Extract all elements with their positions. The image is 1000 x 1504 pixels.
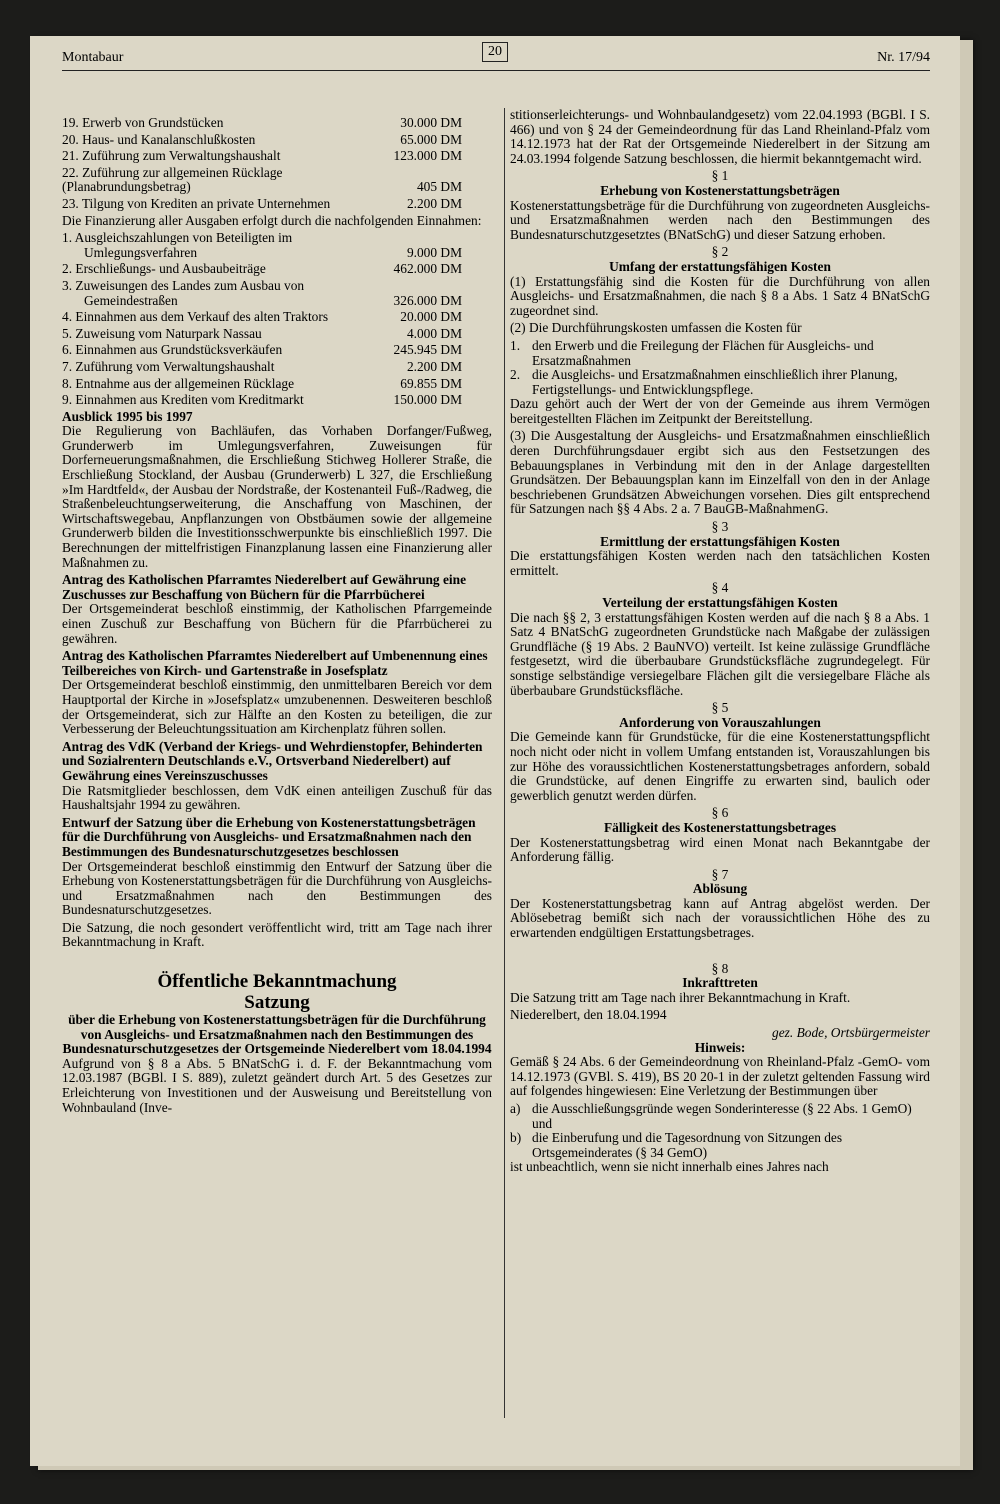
- finance-intro: Die Finanzierung aller Ausgaben erfolgt durch die nachfolgenden Einnahmen:: [62, 212, 482, 228]
- header-town: Montabaur: [62, 50, 124, 65]
- notice-subtitle: Satzung: [244, 992, 310, 1014]
- list-item: 21. Zuführung zum Verwaltungshaushalt 123.000 DM: [62, 148, 462, 164]
- paragraph-text: Die erstattungsfähigen Kosten werden nach den tatsächlichen Kosten ermittelt.: [510, 548, 930, 578]
- paragraph-number: § 4: [711, 580, 729, 596]
- list-item: 2. Erschließungs- und Ausbaubeiträge 462.000 DM: [62, 261, 462, 277]
- list-item: 4. Einnahmen aus dem Verkauf des alten Traktors 20.000 DM: [62, 309, 462, 325]
- section-heading: Antrag des VdK (Verband der Kriegs- und Wehrdienstopfer, Behinderten und Sozialrentern Deutschlands e.V., Ortsverband Niederelbert) auf Gewährung eines Vereinszuschusses: [62, 738, 483, 783]
- paragraph-text: (3) Die Ausgestaltung der Ausgleichs- und Ersatzmaßnahmen einschließlich deren Durchführungsdauer ergibt sich aus den Festsetzungen des Bebauungsplanes in Verbindung mit den in der Anlage dargestellten Grundsätzen. Der Bebauungsplan kann im Einzelfall von den in der Anlage beschriebenen Grundsätzen Abweichungen vorsehen. Dies gilt entsprechend für Satzungen nach §§ 4 Abs. 2 a. 7 BauGB-MaßnahmenG.: [510, 428, 930, 517]
- paragraph-number: § 6: [711, 805, 729, 821]
- list-item: b) die Einberufung und die Tagesordnung von Sitzungen des Ortsgemeinderates (§ 34 GemO): [510, 1130, 843, 1160]
- list-item: 5. Zuweisung vom Naturpark Nassau 4.000 DM: [62, 325, 462, 341]
- right-column: [510, 108, 930, 1178]
- paragraph-text: Die Gemeinde kann für Grundstücke, für die eine Kostenerstattungspflicht noch nicht oder nicht in vollem Umfang entstanden ist, Vorauszahlungen bis zur Höhe des voraussichtlichen Kostenerstattungsbetrages anfordern, sobald die Grundstücke, auf denen Eingriffe zu erwarten sind, baulich oder gewerblich genutzt werden dürfen.: [510, 729, 930, 803]
- list-item: 3. Zuweisungen des Landes zum Ausbau von Gemeindestraßen 326.000 DM: [62, 277, 462, 308]
- list-item: 1. Ausgleichszahlungen von Beteiligten im Umlegungsverfahren 9.000 DM: [62, 230, 462, 260]
- paragraph-title: Fälligkeit des Kostenerstattungsbetrages: [603, 819, 837, 835]
- hinweis-title: Hinweis:: [694, 1039, 746, 1055]
- list-item: 9. Einnahmen aus Krediten vom Kreditmarkt 150.000 DM: [62, 392, 462, 408]
- closing-text: Die Satzung, die noch gesondert veröffentlicht wird, tritt am Tage nach ihrer Bekanntmachung in Kraft.: [62, 919, 492, 950]
- statute-intro: stitionserleichterungs- und Wohnbaulandgesetz) vom 22.04.1993 (BGBl. I S. 466) und von § 24 der Gemeindeordnung für das Land Rheinland-Pfalz vom 14.12.1973 hat der Rat der Ortsgemeinde Niederelbert in der Sitzung am 24.03.1994 folgende Satzung beschlossen, die hiermit bekanntgemacht wird.: [510, 107, 930, 166]
- section-heading: Entwurf der Satzung über die Erhebung von Kostenerstattungsbeträgen für die Durchführung von Ausgleichs- und Ersatzmaßnahmen nach den Bestimmungen des Bundesnaturschutzgesetzes beschlossen: [62, 814, 476, 859]
- column-divider: [504, 108, 505, 1418]
- paragraph-text: Kostenerstattungsbeträge für die Durchführung von zugeordneten Ausgleichs- und Ersatzmaßnahmen werden nach den Bestimmungen des Bundesnaturschutzgesetztes (BNatSchG) und dieser Satzung erhoben.: [510, 197, 930, 242]
- notice-description: über die Erhebung von Kostenerstattungsbeträgen für die Durchführung von Ausgleichs- und Ersatzmaßnahmen nach den Bestimmungen des Bundesnaturschutzgesetzes der Ortsgemeinde Niederelbert vom 18.04.1994: [62, 1012, 492, 1057]
- paragraph-text: Die Satzung tritt am Tage nach ihrer Bekanntmachung in Kraft.: [510, 989, 851, 1005]
- paragraph-text: (1) Erstattungsfähig sind die Kosten für die Durchführung von allen Ausgleichs- und Ersatzmaßnahmen, die nach § 8 a Abs. 1 Satz 4 BNatSchG zugeordnet sind.: [510, 273, 930, 318]
- list-item: 7. Zuführung vom Verwaltungshaushalt 2.200 DM: [62, 358, 462, 374]
- section-text: Die Ratsmitglieder beschlossen, dem VdK einen anteiligen Zuschuß für das Haushaltsjahr 1994 zu gewähren.: [62, 782, 492, 813]
- paragraph-text: Der Kostenerstattungsbetrag kann auf Antrag abgelöst werden. Der Ablösebetrag bemißt sich nach der voraussichtlichen Höhe des zu erwartenden endgültigen Erstattungsbetrages.: [510, 895, 930, 941]
- paragraph-title: Erhebung von Kostenerstattungsbeträgen: [600, 182, 840, 198]
- paragraph-title: Inkrafttreten: [682, 975, 758, 991]
- section-heading: Ausblick 1995 bis 1997: [62, 408, 193, 424]
- page-header: [62, 44, 930, 71]
- section-text: Der Ortsgemeinderat beschloß einstimmig, der Katholischen Pfarrgemeinde einen Zuschuß zur Beschaffung von Büchern für die Pfarrbücherei zu gewähren.: [62, 601, 492, 646]
- paragraph-text: Dazu gehört auch der Wert der von der Gemeinde aus ihrem Vermögen bereitgestellten Flächen im Zeitpunkt der Bereitstellung.: [510, 396, 930, 426]
- list-item: und: [532, 1115, 553, 1131]
- left-column: [62, 116, 492, 1118]
- paragraph-title: Ablösung: [692, 881, 748, 897]
- paragraph-title: Ermittlung der erstattungsfähigen Kosten: [600, 533, 840, 549]
- paragraph-number: § 2: [711, 244, 729, 260]
- issue-number: Nr. 17/94: [877, 50, 930, 65]
- list-item: a) die Ausschließungsgründe wegen Sonderinteresse (§ 22 Abs. 1 GemO): [510, 1101, 912, 1116]
- paragraph-title: Verteilung der erstattungsfähigen Kosten: [602, 595, 838, 610]
- paragraph-number: § 7: [711, 866, 729, 882]
- paragraph-text: Der Kostenerstattungsbetrag wird einen Monat nach Bekanntgabe der Anforderung fällig.: [510, 834, 930, 865]
- paragraph-number: § 5: [711, 700, 729, 716]
- list-item: 1. den Erwerb und die Freilegung der Flächen für Ausgleichs- und Ersatzmaßnahmen: [510, 337, 874, 368]
- paragraph-text: (2) Die Durchführungskosten umfassen die Kosten für: [510, 320, 802, 336]
- hinweis-end: ist unbeachtlich, wenn sie nicht innerhalb eines Jahres nach: [510, 1159, 829, 1175]
- list-item: 2. die Ausgleichs- und Ersatzmaßnahmen einschließlich ihrer Planung, Fertigstellungs- und Entwicklungspflege.: [510, 367, 898, 397]
- section-text: Der Ortsgemeinderat beschloß einstimmig den Entwurf der Satzung über die Erhebung von Kostenerstattungsbeträgen für die Durchführung von Ausgleichs- und Ersatzmaßnahmen nach den Bestimmungen des Bundesnaturschutzgesetzes.: [62, 858, 492, 918]
- section-heading: Antrag des Katholischen Pfarramtes Niederelbert auf Gewährung eine Zuschusses zur Beschaffung von Büchern für die Pfarrbücherei: [62, 572, 467, 602]
- notice-title: Öffentliche Bekanntmachung: [157, 971, 397, 993]
- page-number: 20: [482, 42, 508, 62]
- notice-text: Aufgrund von § 8 a Abs. 5 BNatSchG i. d. F. der Bekanntmachung vom 12.03.1987 (BGBl. I S. 889), zuletzt geändert durch Art. 5 des Gesetzes zur Erleichterung von Investitionen und der Ausweisung und Bereitstellung von Wohnbauland (Inve-: [62, 1055, 492, 1115]
- list-item: 20. Haus- und Kanalanschlußkosten 65.000 DM: [62, 131, 462, 147]
- paragraph-number: § 3: [711, 519, 729, 535]
- paragraph-text: Die nach §§ 2, 3 erstattungsfähigen Kosten werden auf die nach § 8 a Abs. 1 Satz 4 BNatSchG zugeordneten Grundstücke nach Maßgabe der zulässigen Grundfläche (§ 19 Abs. 2 BauNVO) verteilt. Ist keine zulässige Grundfläche festgesetzt, wird die überbaubare Grundstücksfläche zugrundegelegt. Für sonstige selbständige versiegelbare Flächen gilt die versiegelbare Fläche als überbaubare Grundstücksfläche.: [510, 609, 930, 698]
- hinweis-text: Gemäß § 24 Abs. 6 der Gemeindeordnung von Rheinland-Pfalz -GemO- vom 14.12.1973 (GVBl. S. 419), BS 20 20-1 in der zuletzt geltenden Fassung wird auf folgendes hingewiesen: Eine Verletzung der Bestimmungen über: [510, 1054, 930, 1099]
- paragraph-number: § 8: [711, 960, 729, 976]
- place-date: Niederelbert, den 18.04.1994: [510, 1007, 667, 1023]
- list-item: 23. Tilgung von Krediten an private Unternehmen 2.200 DM: [62, 195, 462, 211]
- list-item: 6. Einnahmen aus Grundstücksverkäufen 245.945 DM: [62, 342, 462, 358]
- income-list: [62, 231, 492, 408]
- signature: gez. Bode, Ortsbürgermeister: [772, 1025, 930, 1041]
- section-heading: Antrag des Katholischen Pfarramtes Niederelbert auf Umbenennung eines Teilbereiches von Kirch- und Gartenstraße in Josefsplatz: [62, 648, 488, 678]
- paragraph-title: Anforderung von Vorauszahlungen: [619, 714, 821, 730]
- list-item: 8. Entnahme aus der allgemeinen Rücklage 69.855 DM: [62, 375, 462, 391]
- list-item: 19. Erwerb von Grundstücken 30.000 DM: [62, 115, 462, 130]
- paragraph-number: § 1: [711, 168, 729, 184]
- section-text: Der Ortsgemeinderat beschloß einstimmig, den unmittelbaren Bereich vor dem Hauptportal der Kirche in »Josefsplatz« umzubenennen. Desweiteren beschloß der Ortsgemeinderat, sich zur Hälfte an den Kosten zu beteiligen, die zur Verbesserung der Beleuchtungssituation am Kirchenplatz führen sollen.: [62, 677, 492, 737]
- list-item: 22. Zuführung zur allgemeinen Rücklage (Planabrundungsbetrag) 405 DM: [62, 164, 462, 195]
- section-text: Die Regulierung von Bachläufen, das Vorhaben Dorfanger/Fußweg, Grunderwerb im Umlegungsverfahren, Zuweisungen für Dorferneuerungsmaßnahmen, die Erschließung Stichweg Hollerer Straße, die Erschließung Stockland, der Ausbau (Grunderwerb) L 327, die Erschließung »Im Hardtfeld«, der Ausbau der Nordstraße, der Kostenanteil Fuß-/Radweg, die Straßenbeleuchtungserweiterung, die Anschaffung von Maschinen, der Wirtschaftswegebau, Anpflanzungen von Obstbäumen sowie der allgemeine Grunderwerb bilden die Investitionsschwerpunkte bis einschließlich 1997. Die Berechnungen der mittelfristigen Finanzplanung lassen eine Finanzierung aller Maßnahmen zu.: [62, 423, 492, 570]
- paragraph-title: Umfang der erstattungsfähigen Kosten: [609, 258, 831, 274]
- budget-list: [62, 116, 492, 212]
